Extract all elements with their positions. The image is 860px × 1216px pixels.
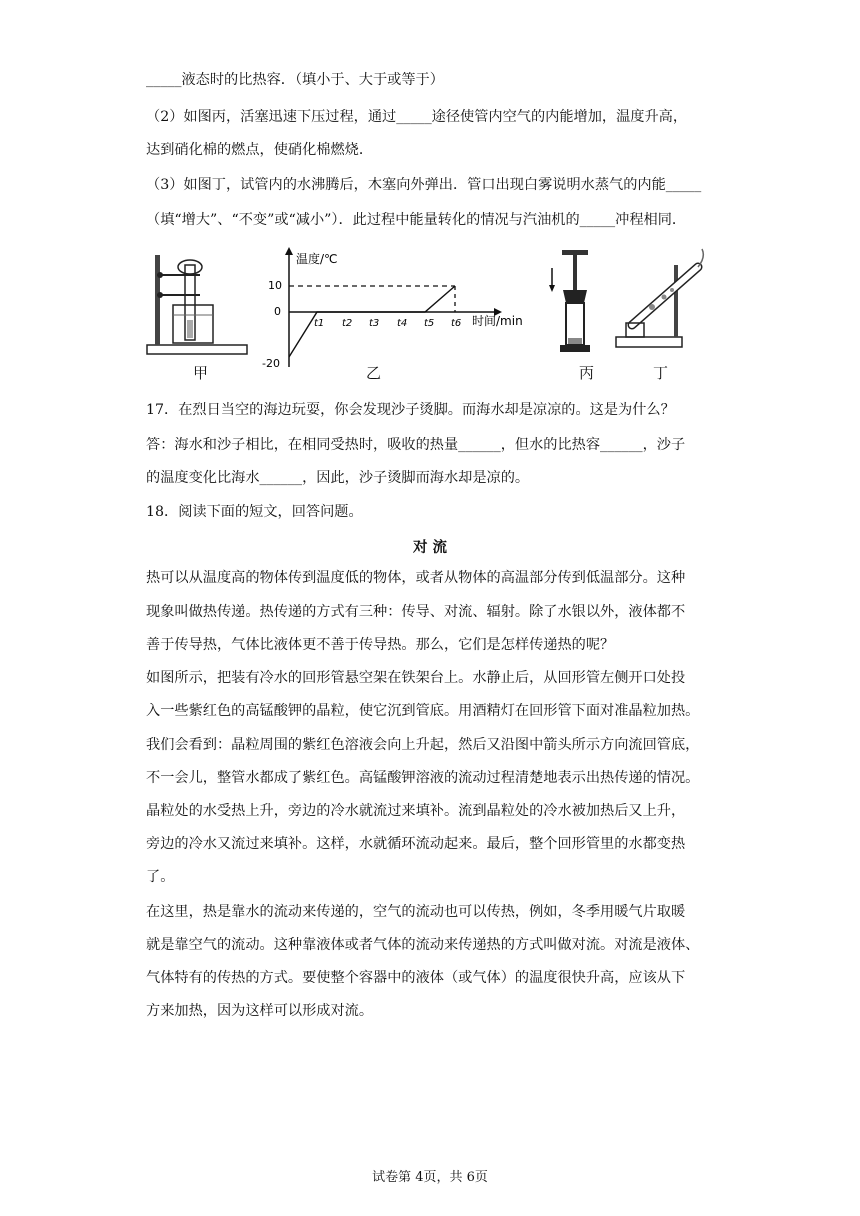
x-tick-t5: t5 (424, 318, 435, 329)
y-tick-10: 10 (268, 279, 282, 292)
text-line: （3）如图丁，试管内的水沸腾后，木塞向外弹出．管口出现白雾说明水蒸气的内能_____ (146, 177, 702, 193)
article-line: 如图所示，把装有冷水的回形管悬空架在铁架台上。水静止后，从回形管左侧开口处投 (146, 670, 686, 686)
x-axis-label: 时间/min (472, 314, 523, 328)
text-line: _____液态时的比热容．（填小于、大于或等于） (146, 72, 444, 88)
article-line: 旁边的冷水又流过来填补。这样，水就循环流动起来。最后，整个回形管里的水都变热 (146, 836, 686, 852)
piston-bing-figure (548, 248, 608, 358)
x-tick-t3: t3 (369, 318, 380, 329)
article-line: 热可以从温度高的物体传到温度低的物体，或者从物体的高温部分传到低温部分。这种 (146, 570, 686, 586)
article-line: 善于传导热，气体比液体更不善于传导热。那么，它们是怎样传递热的呢？ (146, 637, 615, 653)
article-line: 就是靠空气的流动。这种靠液体或者气体的流动来传递热的方式叫做对流。对流是液体、 (146, 937, 700, 953)
article-title: 对 流 (412, 539, 448, 556)
figure-label-yi: 乙 (366, 364, 382, 382)
text-line: （2）如图丙，活塞迅速下压过程，通过_____途径使管内空气的内能增加，温度升高， (146, 109, 688, 125)
article-line: 晶粒处的水受热上升，旁边的冷水就流过来填补。流到晶粒处的冷水被加热后又上升， (146, 803, 686, 819)
y-tick-neg20: -20 (262, 357, 280, 370)
test-tube-ding-figure (612, 245, 712, 360)
apparatus-jia-figure (145, 245, 255, 360)
article-line: 方来加热，因为这样可以形成对流。 (146, 1003, 374, 1019)
text-line: 17．在烈日当空的海边玩耍，你会发现沙子烫脚。而海水却是凉凉的。这是为什么？ (146, 402, 675, 418)
article-line: 在这里，热是靠水的流动来传递的，空气的流动也可以传热，例如，冬季用暖气片取暖 (146, 904, 686, 920)
page-footer: 试卷第 4页，共 6页 (372, 1170, 488, 1185)
text-line: 18．阅读下面的短文，回答问题。 (146, 504, 363, 520)
y-axis-label: 温度/℃ (296, 252, 338, 266)
article-line: 气体特有的传热的方式。要使整个容器中的液体（或气体）的温度很快升高，应该从下 (146, 970, 686, 986)
article-line: 了。 (146, 869, 175, 885)
text-line: （填“增大”、“不变”或“减小”）．此过程中能量转化的情况与汽油机的_____冲程相同． (146, 212, 687, 228)
x-tick-t6: t6 (451, 318, 462, 329)
text-line: 答：海水和沙子相比，在相同受热时，吸收的热量______，但水的比热容______，沙子 (146, 437, 686, 453)
y-tick-0: 0 (274, 305, 281, 318)
figure-label-ding: 丁 (653, 364, 669, 382)
article-line: 不一会儿，整管水都成了紫红色。高锰酸钾溶液的流动过程清楚地表示出热传递的情况。 (146, 770, 700, 786)
text-line: 达到硝化棉的燃点，使硝化棉燃烧． (146, 142, 374, 158)
article-line: 我们会看到：晶粒周围的紫红色溶液会向上升起，然后又沿图中箭头所示方向流回管底， (146, 737, 700, 753)
x-tick-t4: t4 (397, 318, 408, 329)
text-line: 的温度变化比海水______，因此，沙子烫脚而海水却是凉的。 (146, 470, 530, 486)
article-line: 入一些紫红色的高锰酸钾的晶粒，使它沉到管底。用酒精灯在回形管下面对准晶粒加热。 (146, 703, 700, 719)
article-line: 现象叫做热传递。热传递的方式有三种：传导、对流、辐射。除了水银以外，液体都不 (146, 604, 686, 620)
figure-label-bing: 丙 (579, 364, 595, 382)
figure-label-jia: 甲 (193, 364, 209, 382)
x-tick-t1: t1 (314, 318, 325, 329)
temperature-graph (260, 245, 530, 375)
x-tick-t2: t2 (342, 318, 353, 329)
